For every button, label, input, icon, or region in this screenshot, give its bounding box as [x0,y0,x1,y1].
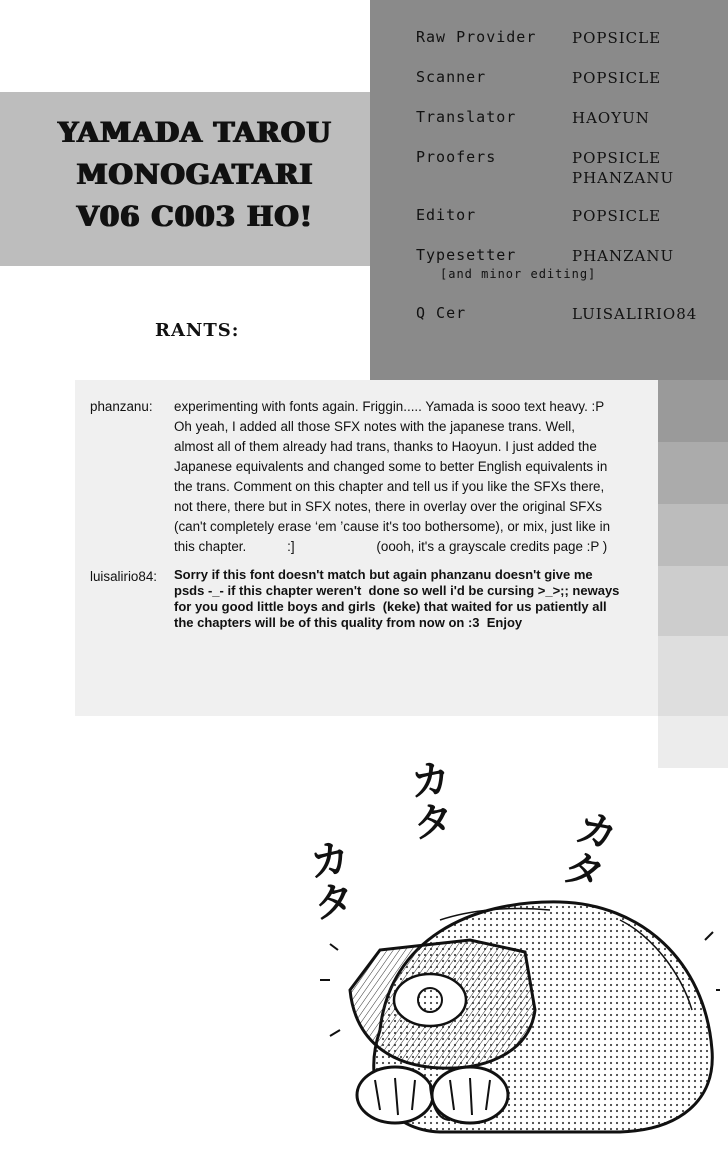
credit-name: LUISALIRIO84 [572,305,698,323]
sfx-kata [408,755,456,848]
rant-line: psds -_- if this chapter weren't done so well i'd be cursing >_>;; neways [174,583,620,598]
credit-name: POPSICLE [572,149,662,167]
title-line: YAMADA TAROU [58,116,332,149]
typesetter-note: [and minor editing] [440,267,597,281]
rant-line: experimenting with fonts again. Friggin..... Yamada is sooo text heavy. :P [174,399,605,414]
credit-role: Q Cer [416,304,467,322]
chapter-title [40,112,350,238]
credit-name: POPSICLE [572,207,662,225]
rant-line: Oh yeah, I added all those SFX notes with the japanese trans. Well, [174,419,575,434]
gray-stripe [658,442,728,504]
rant-line: Japanese equivalents and changed some to better English equivalents in [174,459,608,474]
sfx-char: カ [408,755,453,806]
rant-line: the chapters will be of this quality from now on :3 Enjoy [174,615,523,630]
rant-line: this chapter. :] (oooh, it's a grayscale credits page :P ) [174,539,608,554]
rant-line: Sorry if this font doesn't match but again phanzanu doesn't give me [174,567,593,582]
rant-line: not there, there but in SFX notes, there in overlay over the original SFXs [174,499,602,514]
sfx-char: タ [311,876,357,928]
credit-role: Scanner [416,68,487,86]
gray-stripe [658,716,728,768]
credit-role: Translator [416,108,517,126]
credit-role: Typesetter [416,246,517,264]
rant-line: (can't completely erase ‘em ’cause it's too bothersome), or mix, just like in [174,519,611,534]
credit-name: PHANZANU [572,169,675,187]
title-line: MONOGATARI [76,158,314,191]
rants-heading: RANTS: [155,320,240,341]
credit-name: POPSICLE [572,69,662,87]
credit-name: PHANZANU [572,247,675,265]
credit-role: Proofers [416,148,497,166]
title-line: V06 C003 HO! [76,200,314,233]
gray-stripe [658,380,728,442]
rant-line: for you good little boys and girls (keke) that waited for us patiently all [174,599,607,614]
blanket-creature-illustration [320,880,720,1140]
gray-stripe [658,566,728,636]
rant-author: luisalirio84: [90,569,157,584]
credit-role: Raw Provider [416,28,537,46]
credit-name: HAOYUN [572,109,650,127]
gray-stripe [658,636,728,716]
gray-stripe [658,504,728,566]
creature-paw [357,1067,433,1123]
credit-name: POPSICLE [572,29,662,47]
sfx-char: タ [557,842,610,901]
sfx-char: カ [307,835,353,887]
rant-text [174,567,654,631]
rant-line: almost all of them already had trans, thanks to Haoyun. I just added the [174,439,597,454]
rant-line: the trans. Comment on this chapter and tell us if you like the SFXs there, [174,479,605,494]
sfx-char: カ [570,803,623,861]
rant-author: phanzanu: [90,399,153,414]
credit-role: Editor [416,206,477,224]
sfx-char: タ [411,797,456,848]
rant-text [174,397,654,557]
